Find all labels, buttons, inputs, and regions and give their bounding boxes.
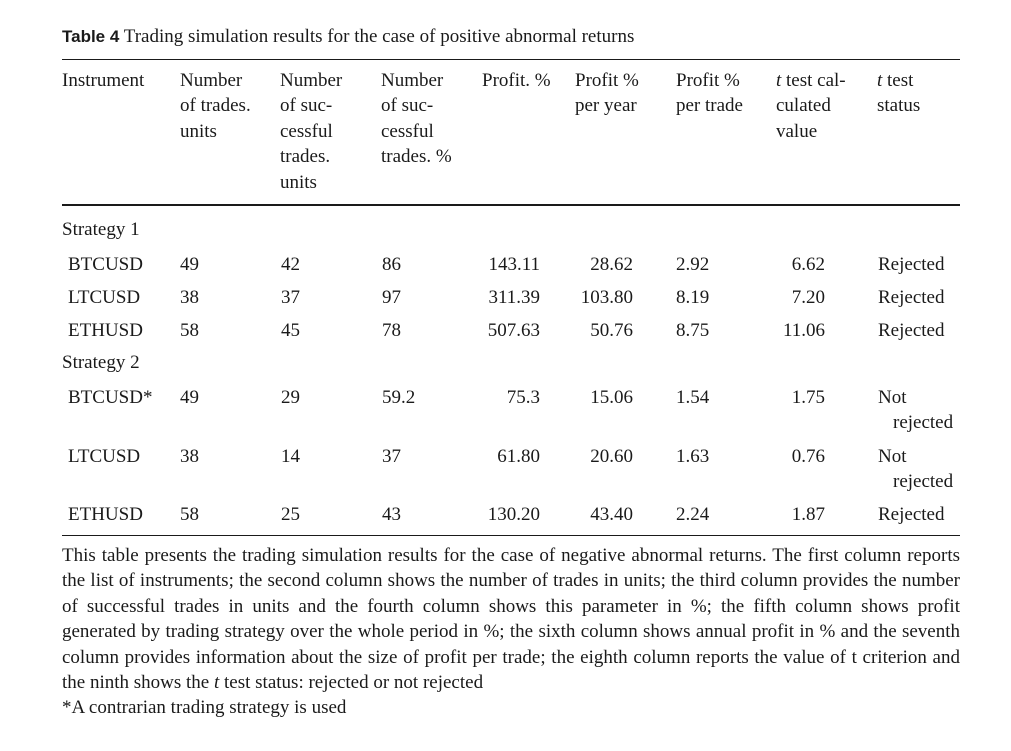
cell-t-value: 0.76 [791,446,825,467]
table-notes [62,543,960,721]
cell-t-status: Rejected [878,504,945,525]
cell-profit-per-year: 20.60 [590,446,633,467]
cell-instrument: BTCUSD [68,254,143,275]
cell-t-status: Rejected [878,287,945,308]
footnote: *A contrarian trading strategy is used [62,697,347,719]
header-profit-per-trade: Profit % per trade [676,70,743,117]
cell-trades: 38 [180,446,199,467]
cell-profit-per-trade: 8.19 [676,287,710,308]
cell-instrument: ETHUSD [68,504,143,525]
t-italic-label: t test cal- [776,70,846,91]
cell-successful-units: 37 [281,287,300,308]
cell-successful-units: 25 [281,504,300,525]
cell-t-value: 1.87 [791,504,825,525]
cell-successful-percent: 59.2 [382,387,416,408]
cell-t-value: 6.62 [791,254,825,275]
table-title: Trading simulation results for the case of positive abnormal returns [123,26,635,47]
cell-t-status: Rejected [878,320,945,341]
cell-successful-units: 14 [281,446,300,467]
header-successful-trades-percent: Number of suc- cessful trades. % [381,70,452,168]
cell-profit: 507.63 [487,320,540,341]
notes-text: This table presents the trading simulation results for the case of negative abnormal returns. The first column reports the list of instruments; the second column shows the number of trades in units; the third column provides the number of successful trades in units and the fourth column shows this parameter in %; the fifth column shows profit generated by trading strategy over the whole period in %; the sixth column shows annual profit in % and the seventh column provides information about the size of profit per trade; the eighth column reports the value of t criterion and the ninth shows the t test status: rejected or not rejected [62,545,960,694]
header-rule [62,204,960,206]
header-successful-trades-units: Number of suc- cessful trades. units [280,70,343,193]
header-profit: Profit. % [482,70,551,91]
cell-profit-per-trade: 1.63 [676,446,710,467]
cell-trades: 58 [180,320,199,341]
cell-profit-per-year: 15.06 [590,387,633,408]
cell-profit-per-trade: 2.24 [676,504,710,525]
cell-instrument: LTCUSD [68,446,141,467]
header-instrument: Instrument [62,70,145,91]
cell-profit: 61.80 [497,446,540,467]
cell-t-status: Not rejected [878,387,954,434]
cell-t-value: 7.20 [791,287,825,308]
cell-trades: 38 [180,287,199,308]
cell-instrument: ETHUSD [68,320,143,341]
header-t-test-value: t test cal- culated value [776,70,846,142]
cell-successful-units: 42 [281,254,300,275]
cell-t-value: 1.75 [791,387,825,408]
cell-trades: 58 [180,504,199,525]
cell-t-value: 11.06 [782,320,825,341]
table-caption [62,26,634,48]
cell-profit-per-trade: 8.75 [676,320,710,341]
header-number-of-trades: Number of trades. units [180,70,251,142]
cell-profit-per-year: 43.40 [590,504,633,525]
cell-trades: 49 [180,387,199,408]
top-rule [62,59,960,60]
bottom-rule [62,535,960,536]
header-t-test-status: t test status [877,70,921,117]
cell-successful-units: 29 [281,387,300,408]
cell-t-status: Rejected [878,254,945,275]
cell-successful-percent: 86 [382,254,401,275]
cell-profit-per-year: 28.62 [590,254,633,275]
cell-successful-percent: 43 [382,504,401,525]
cell-successful-percent: 78 [382,320,401,341]
cell-profit-per-year: 103.80 [580,287,633,308]
cell-successful-units: 45 [281,320,300,341]
cell-profit-per-year: 50.76 [590,320,633,341]
cell-t-status: Not rejected [878,446,954,493]
cell-profit-per-trade: 1.54 [676,387,710,408]
cell-trades: 49 [180,254,199,275]
header-profit-per-year: Profit % per year [575,70,639,117]
cell-profit: 130.20 [487,504,540,525]
section-title: Strategy 1 [62,219,140,240]
section-title: Strategy 2 [62,352,140,373]
cell-profit: 311.39 [488,287,540,308]
cell-profit: 143.11 [488,254,540,275]
cell-profit-per-trade: 2.92 [676,254,710,275]
cell-profit: 75.3 [506,387,540,408]
cell-successful-percent: 97 [382,287,401,308]
cell-instrument: BTCUSD* [68,387,153,408]
t-italic-label: t test [877,70,914,91]
cell-successful-percent: 37 [382,446,401,467]
cell-instrument: LTCUSD [68,287,141,308]
table-label: Table 4 [62,27,120,46]
